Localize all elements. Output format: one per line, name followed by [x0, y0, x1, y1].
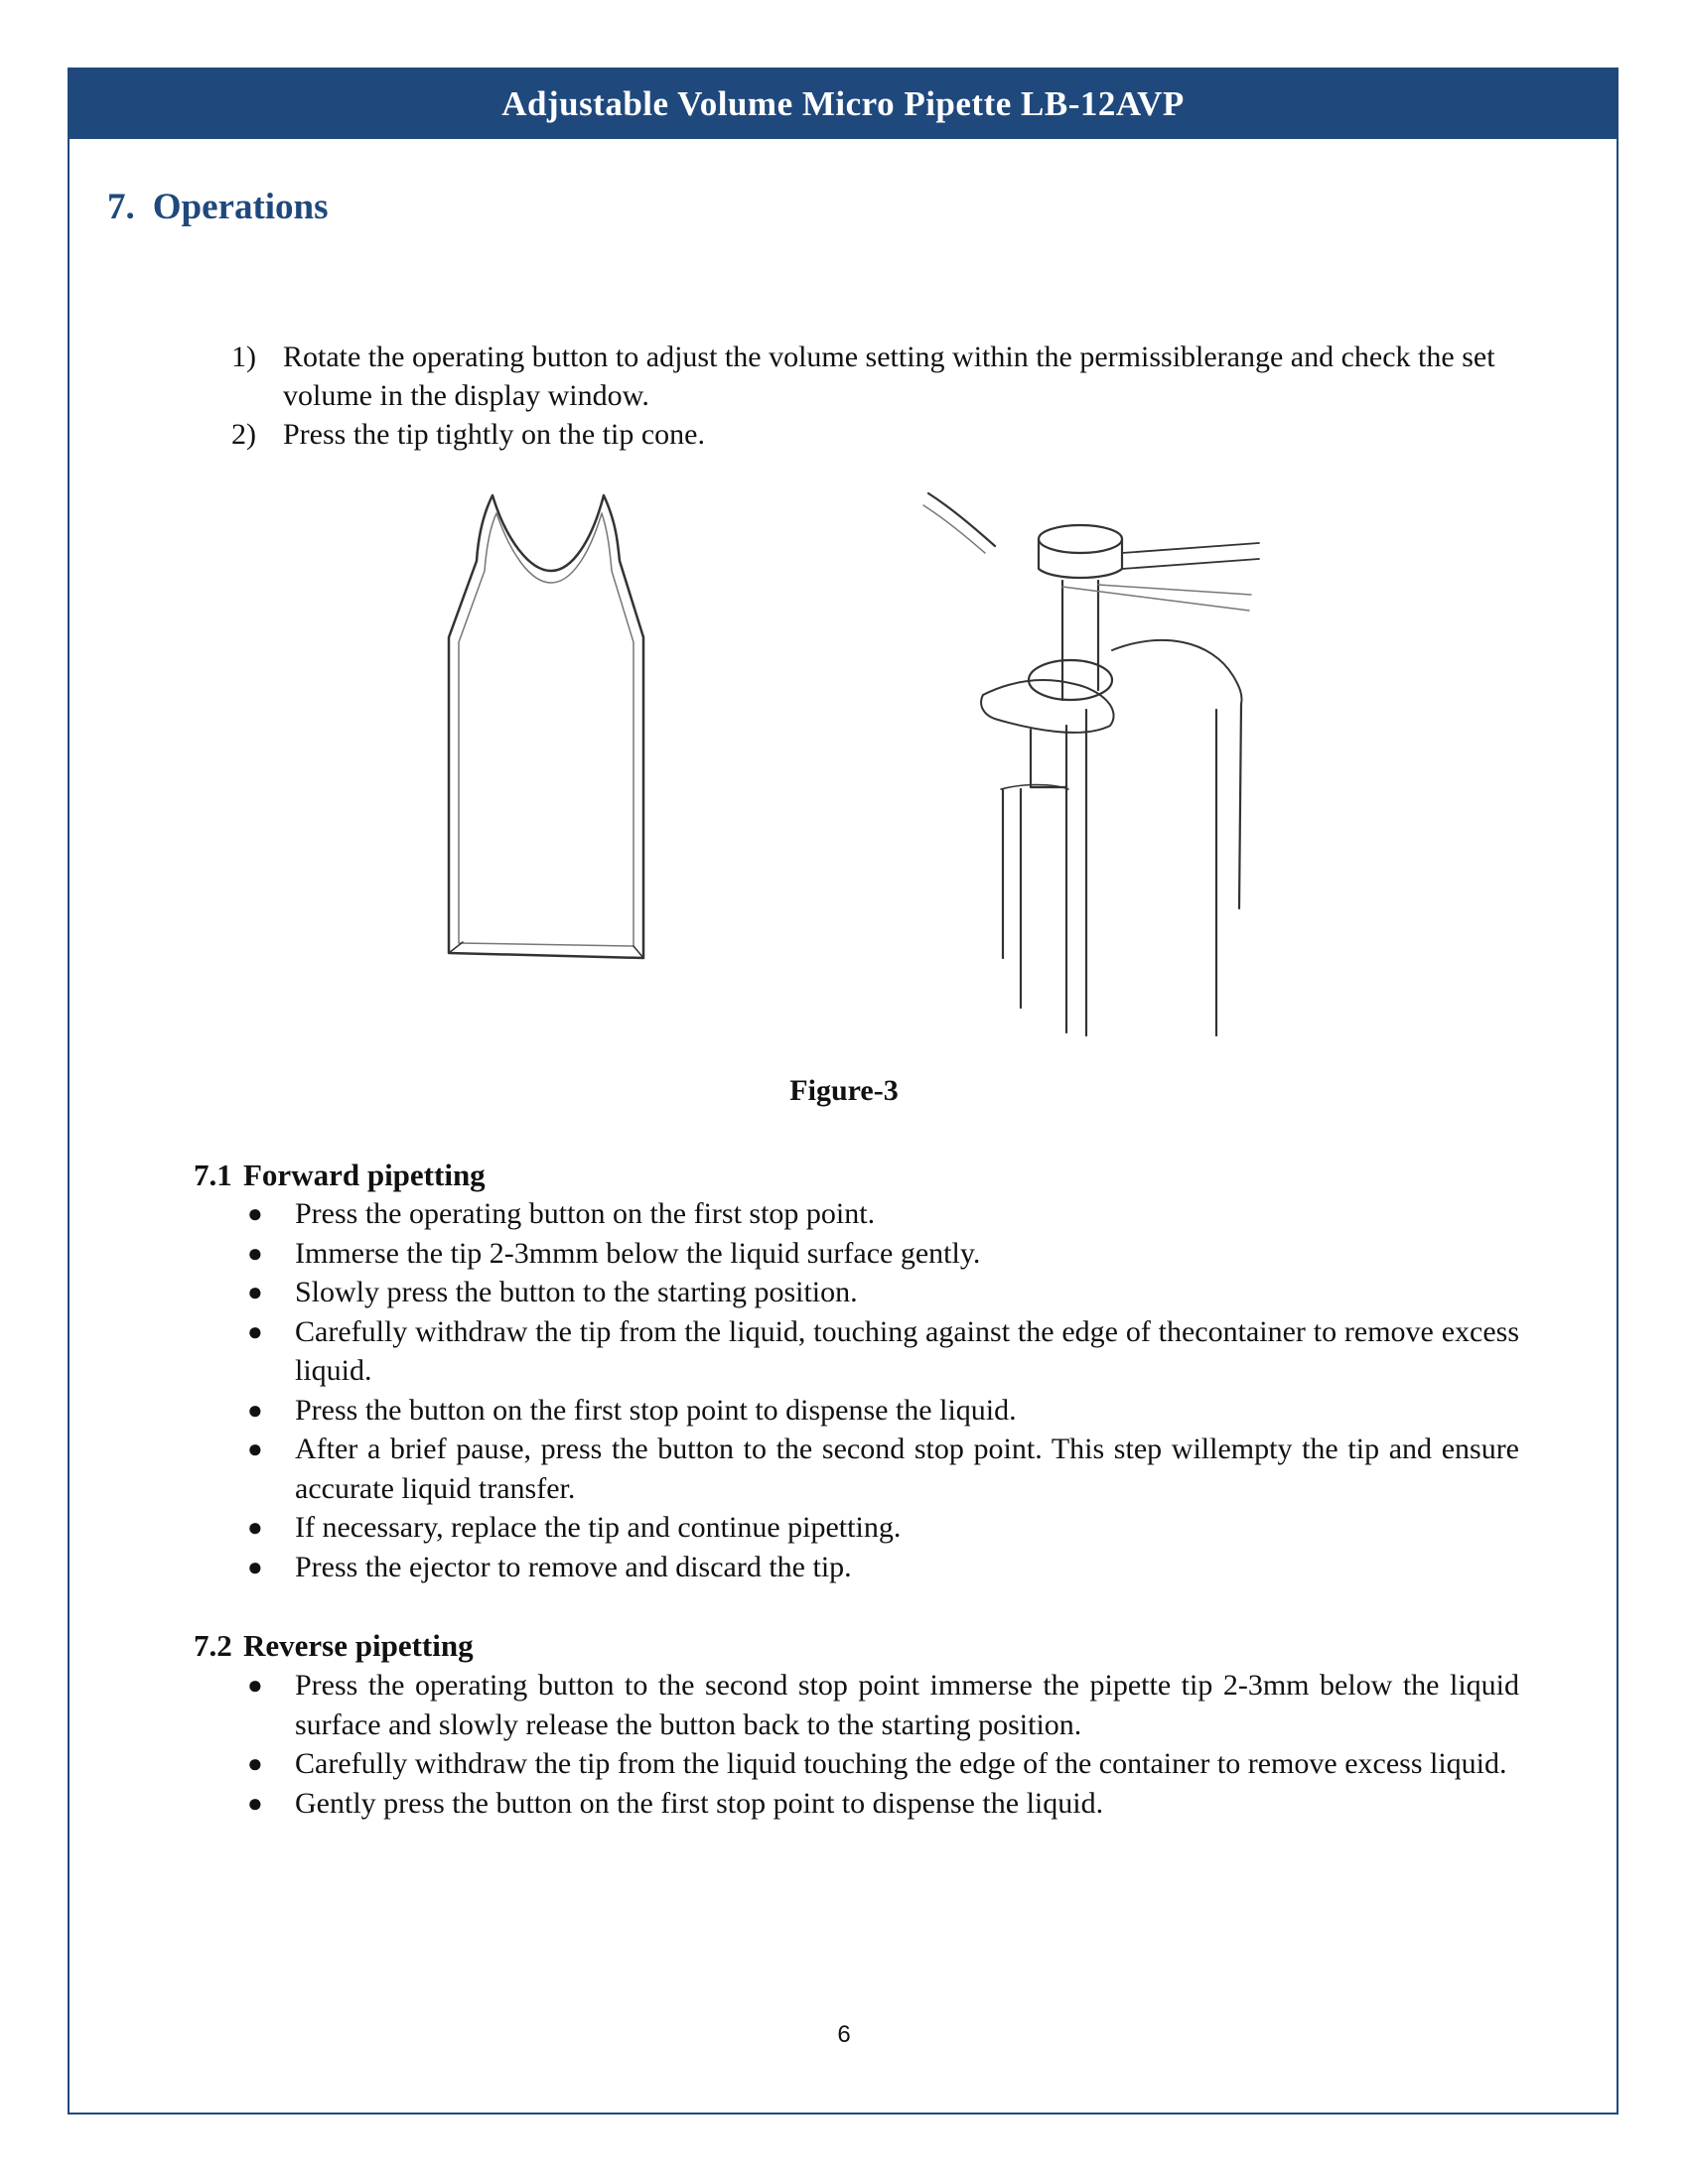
- list-item: [243, 1312, 1519, 1391]
- bullet-icon: ●: [247, 1513, 263, 1542]
- subsection-number: 7.1: [194, 1158, 232, 1192]
- bullet-icon: ●: [247, 1199, 263, 1228]
- list-marker: 2): [231, 418, 256, 451]
- bullet-icon: ●: [247, 1788, 263, 1818]
- tip-cone-drawing: [923, 493, 1259, 1035]
- list-item-text: If necessary, replace the tip and continue pipetting.: [295, 1511, 902, 1544]
- subsection-heading-reverse: [194, 1628, 474, 1664]
- list-item: [243, 1273, 1519, 1312]
- forward-pipetting-list: [243, 1194, 1519, 1586]
- list-item: [243, 1391, 1519, 1431]
- bullet-icon: ●: [247, 1238, 263, 1268]
- section-number: 7.: [107, 187, 135, 227]
- subsection-heading-forward: [194, 1158, 486, 1193]
- list-item: [243, 1194, 1519, 1234]
- list-item-text: Press the operating button to the second stop point immerse the pipette tip 2-3mm below the liquid surface and slowly release the button back to the starting position.: [295, 1669, 1519, 1741]
- list-item-text: Gently press the button on the first stop point to dispense the liquid.: [295, 1786, 1104, 1820]
- figure-caption: Figure-3: [789, 1074, 899, 1107]
- reverse-pipetting-list: [243, 1666, 1519, 1823]
- bullet-icon: ●: [247, 1552, 263, 1581]
- bullet-icon: ●: [247, 1395, 263, 1425]
- subsection-title: Forward pipetting: [243, 1158, 486, 1192]
- bullet-icon: ●: [247, 1316, 263, 1346]
- list-item-text: Immerse the tip 2-3mmm below the liquid surface gently.: [295, 1236, 981, 1270]
- steps-list: [231, 338, 1522, 454]
- list-item-text: Slowly press the button to the starting position.: [295, 1276, 858, 1308]
- list-item-text: Carefully withdraw the tip from the liquid, touching against the edge of thecontainer to remove excess liquid.: [295, 1314, 1519, 1387]
- list-item-text: After a brief pause, press the button to the second stop point. This step willempty the tip and ensure accurate liquid transfer.: [295, 1433, 1519, 1505]
- pipette-tip-illustration: [427, 491, 1261, 1037]
- list-item-text: Carefully withdraw the tip from the liquid touching the edge of the container to remove excess liquid.: [295, 1747, 1507, 1780]
- list-item-text: Press the operating button on the first stop point.: [295, 1197, 876, 1230]
- list-item: [243, 1744, 1519, 1784]
- list-item: [243, 1666, 1519, 1744]
- section-heading: [107, 186, 329, 228]
- subsection-number: 7.2: [194, 1628, 232, 1663]
- page-number: 6: [837, 2021, 851, 2048]
- list-item: [231, 415, 1522, 454]
- ejector-plate-drawing: [449, 495, 643, 958]
- list-item-text: Press the button on the first stop point to dispense the liquid.: [295, 1393, 1017, 1427]
- bullet-icon: ●: [247, 1671, 263, 1700]
- document-title: Adjustable Volume Micro Pipette LB-12AVP: [501, 84, 1185, 123]
- list-item-text: Press the tip tightly on the tip cone.: [283, 418, 705, 451]
- list-item: [243, 1234, 1519, 1274]
- list-item: [243, 1508, 1519, 1548]
- subsection-title: Reverse pipetting: [243, 1628, 474, 1663]
- list-marker: 1): [231, 341, 256, 373]
- list-item-text: Rotate the operating button to adjust the volume setting within the permissiblerange and check the set volume in the display window.: [283, 341, 1495, 412]
- list-item: [243, 1430, 1519, 1508]
- list-item-text: Press the ejector to remove and discard the tip.: [295, 1550, 852, 1583]
- list-item: [243, 1548, 1519, 1587]
- bullet-icon: ●: [247, 1434, 263, 1463]
- bullet-icon: ●: [247, 1278, 263, 1306]
- list-item: [231, 338, 1522, 415]
- list-item: [243, 1784, 1519, 1824]
- bullet-icon: ●: [247, 1749, 263, 1778]
- section-title: Operations: [152, 187, 329, 227]
- header-bar: [70, 69, 1617, 139]
